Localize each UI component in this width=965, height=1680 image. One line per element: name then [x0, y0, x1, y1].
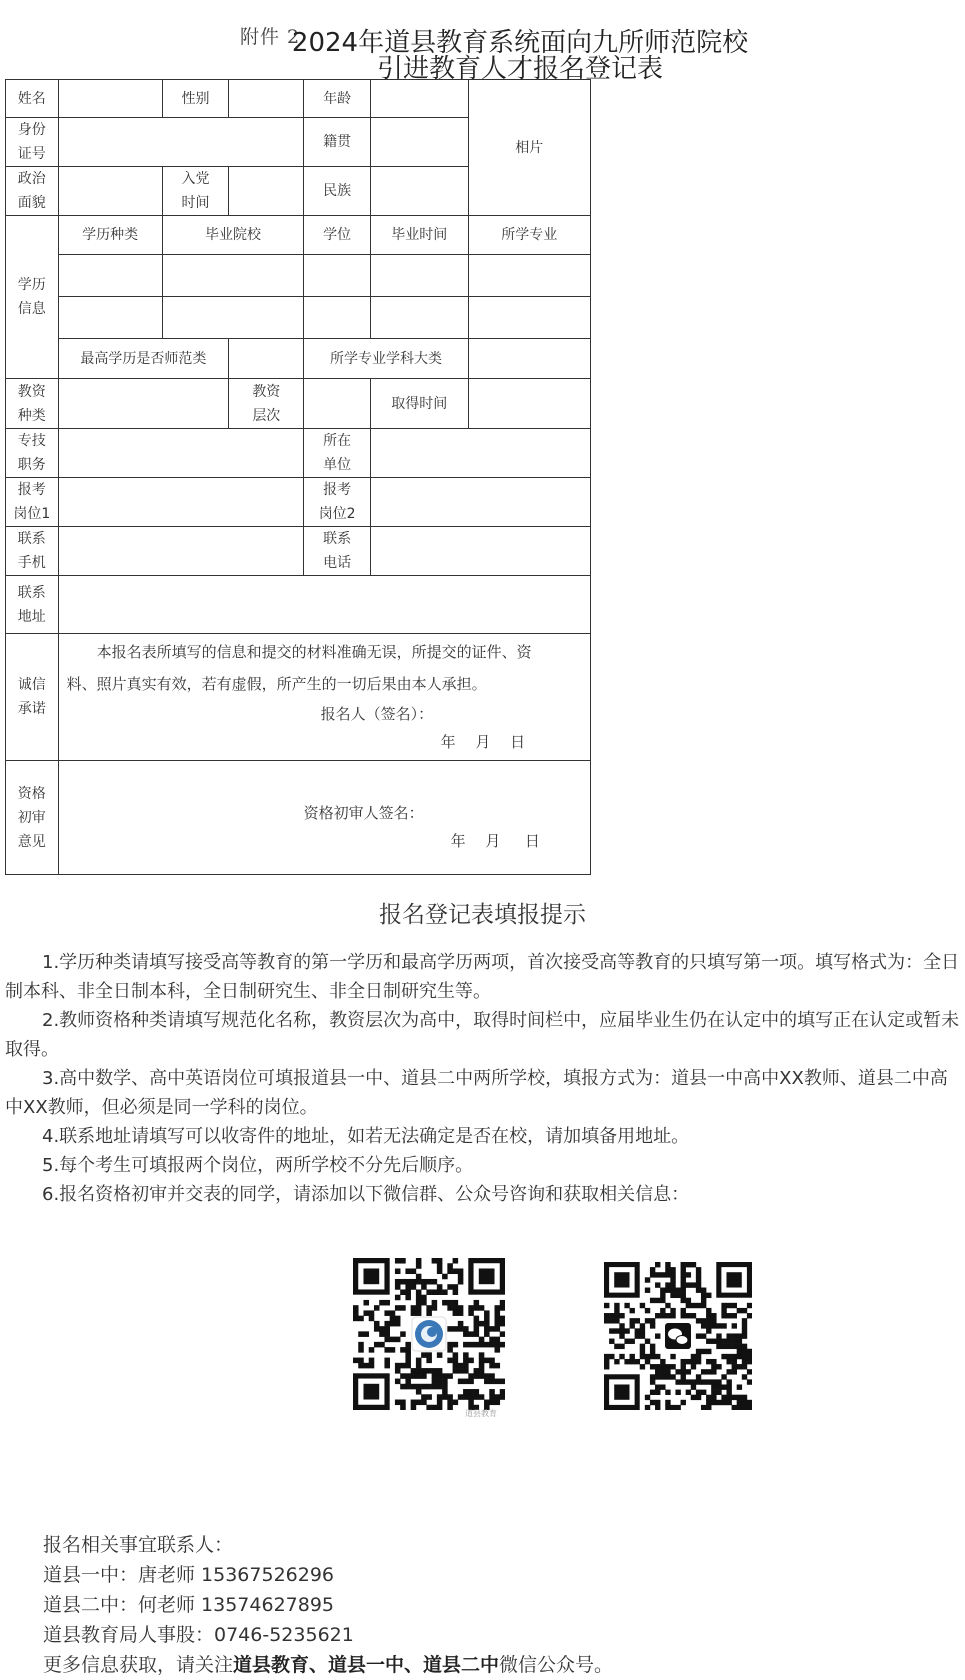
form-title-line1: 2024年道县教育系统面向九所师范院校: [291, 28, 749, 58]
label-post2-l1: 报考: [323, 482, 352, 498]
label-review: [6, 761, 59, 875]
label-review-l2: 初审: [17, 809, 46, 826]
tip-item: 6.报名资格初审并交表的同学，请添加以下微信群、公众号咨询和获取相关信息：: [42, 1184, 690, 1205]
label-cert-type-l2: 种类: [17, 407, 46, 424]
qr-caption: 道县教育: [465, 1409, 497, 1418]
tip-item: 3.高中数学、高中英语岗位可填报道县一中、道县二中两所学校，填报方式为：道县一中高中XX教师、道县二中高中XX教师，但必须是同一学科的岗位。: [5, 1068, 948, 1118]
label-gender: 性别: [162, 80, 229, 118]
label-major: 所学专业: [468, 216, 590, 255]
label-cert-level: [229, 379, 304, 429]
label-party-l2: 时间: [181, 195, 210, 211]
pledge-text-line2: 料、照片真实有效，若有虚假，所产生的一切后果由本人承担。: [66, 675, 487, 693]
contact-line: 道县教育局人事股：0746-5235621: [43, 1624, 354, 1646]
reviewer-date: 年 月 日: [450, 831, 540, 850]
label-pledge-l2: 承诺: [17, 701, 46, 717]
name-field[interactable]: [58, 80, 162, 118]
review-cell: [58, 761, 590, 875]
cert-level-field[interactable]: [304, 379, 371, 429]
label-id-l2: 证号: [17, 146, 46, 162]
label-ethnicity: 民族: [304, 167, 371, 216]
label-title-post-l1: 专技: [17, 433, 46, 449]
highest-normal-field[interactable]: [229, 339, 304, 379]
contact-heading: 报名相关事宜联系人：: [43, 1534, 234, 1556]
qr-code-icon: [604, 1262, 752, 1410]
label-phone: [304, 527, 371, 576]
label-cert-type: [6, 379, 59, 429]
label-review-l3: 意见: [17, 833, 46, 850]
gender-field[interactable]: [229, 80, 304, 118]
reviewer-signature[interactable]: 资格初审人签名：: [303, 803, 424, 822]
label-post1: [6, 478, 59, 527]
label-political-l2: 面貌: [17, 195, 46, 211]
tips-title: 报名登记表填报提示: [379, 902, 586, 928]
post2-field[interactable]: [370, 478, 590, 527]
ethnicity-field[interactable]: [370, 167, 468, 216]
label-review-l1: 资格: [17, 785, 46, 802]
mobile-field[interactable]: [58, 527, 304, 576]
label-title-post-l2: 职务: [17, 457, 46, 473]
attachment-label: 附件 2: [240, 26, 301, 48]
label-title-post: [6, 429, 59, 478]
title-post-field[interactable]: [58, 429, 304, 478]
label-mobile: [6, 527, 59, 576]
applicant-signature[interactable]: 报名人（签名）：: [320, 705, 434, 723]
id-number-field[interactable]: [58, 118, 304, 167]
wechat-group-qr[interactable]: [604, 1262, 752, 1414]
pledge-text: [59, 634, 590, 700]
tip-item: 4.联系地址请填写可以收寄件的地址，如若无法确定是否在校，请加填备用地址。: [42, 1126, 690, 1147]
label-cert-level-l1: 教资: [252, 383, 281, 400]
contact-line: 道县一中：唐老师 15367526296: [43, 1564, 335, 1586]
major-field-1[interactable]: [468, 255, 590, 297]
label-unit-l2: 单位: [323, 457, 352, 473]
label-party-l1: 入党: [181, 171, 210, 187]
label-political-status: [6, 167, 59, 216]
label-mobile-l1: 联系: [17, 531, 46, 547]
major-category-field[interactable]: [468, 339, 590, 379]
pledge-cell: [58, 634, 590, 761]
graduate-time-field-2[interactable]: [370, 297, 468, 339]
major-field-2[interactable]: [468, 297, 590, 339]
edu-type-field-1[interactable]: [58, 255, 162, 297]
label-political-l1: 政治: [17, 171, 46, 187]
tip-item: 5.每个考生可填报两个岗位，两所学校不分先后顺序。: [42, 1155, 474, 1176]
graduate-school-field-2[interactable]: [162, 297, 304, 339]
contact-line: 道县二中：何老师 13574627895: [43, 1594, 335, 1616]
obtain-time-field[interactable]: [468, 379, 590, 429]
label-address: [6, 576, 59, 634]
tip-item: 2.教师资格种类请填写规范化名称，教资层次为高中，取得时间栏中，应届毕业生仍在认定中的填写正在认定或暂未取得。: [5, 1010, 960, 1060]
label-pledge-l1: 诚信: [17, 677, 46, 693]
age-field[interactable]: [370, 80, 468, 118]
label-post1-l1: 报考: [17, 482, 46, 498]
label-unit: [304, 429, 371, 478]
label-post2: [304, 478, 371, 527]
registration-form: [5, 79, 591, 875]
political-status-field[interactable]: [58, 167, 162, 216]
post1-field[interactable]: [58, 478, 304, 527]
graduate-time-field-1[interactable]: [370, 255, 468, 297]
label-mobile-l2: 手机: [17, 555, 46, 571]
label-cert-type-l1: 教资: [17, 383, 46, 400]
label-degree: 学位: [304, 216, 371, 255]
phone-field[interactable]: [370, 527, 590, 576]
label-edu-l2: 信息: [17, 301, 46, 317]
tip-item: 1.学历种类请填写接受高等教育的第一学历和最高学历两项，首次接受高等教育的只填写第一项。填写格式为：全日制本科、非全日制本科，全日制研究生、非全日制研究生等。: [5, 952, 960, 1002]
cert-type-field[interactable]: [58, 379, 229, 429]
label-pledge: [6, 634, 59, 761]
label-photo: 相片: [515, 139, 544, 156]
contact-section: [43, 1530, 613, 1680]
label-edu-info: [6, 216, 59, 379]
label-post2-l2: 岗位2: [318, 506, 356, 522]
more-info-accounts: 道县教育、道县一中、道县二中: [233, 1654, 500, 1676]
form-title-line2: 引进教育人才报名登记表: [376, 54, 663, 84]
label-native-place: 籍贯: [304, 118, 371, 167]
photo-box[interactable]: [468, 80, 590, 216]
label-obtain-time: 取得时间: [370, 379, 468, 429]
address-field[interactable]: [58, 576, 590, 634]
label-major-category: 所学专业学科大类: [304, 339, 468, 379]
more-info-prefix: 更多信息获取，请关注: [43, 1654, 234, 1676]
pledge-text-line1: 本报名表所填写的信息和提交的材料准确无误，所提交的证件、资: [96, 643, 532, 661]
party-time-field[interactable]: [229, 167, 304, 216]
label-unit-l1: 所在: [323, 433, 352, 449]
label-phone-l1: 联系: [323, 531, 352, 547]
label-id-l1: 身份: [17, 122, 46, 138]
label-address-l1: 联系: [17, 584, 46, 601]
tips-list: [5, 948, 960, 1209]
label-cert-level-l2: 层次: [252, 407, 281, 424]
label-post1-l2: 岗位1: [13, 506, 51, 522]
edu-type-field-2[interactable]: [58, 297, 162, 339]
label-graduate-time: 毕业时间: [370, 216, 468, 255]
graduate-school-field-1[interactable]: [162, 255, 304, 297]
label-graduate-school: 毕业院校: [162, 216, 304, 255]
applicant-date: 年 月 日: [440, 733, 526, 751]
label-id-number: [6, 118, 59, 167]
form-title: [290, 30, 750, 82]
more-info: [43, 1650, 613, 1680]
native-place-field[interactable]: [370, 118, 468, 167]
label-edu-l1: 学历: [17, 277, 46, 293]
more-info-suffix: 微信公众号。: [499, 1654, 614, 1676]
label-name: 姓名: [6, 80, 59, 118]
label-edu-type: 学历种类: [58, 216, 162, 255]
label-age: 年龄: [304, 80, 371, 118]
label-phone-l2: 电话: [323, 555, 352, 571]
label-party-time: [162, 167, 229, 216]
label-highest-normal: 最高学历是否师范类: [58, 339, 229, 379]
label-address-l2: 地址: [17, 608, 46, 625]
unit-field[interactable]: [370, 429, 590, 478]
qr-code-icon: [353, 1258, 505, 1410]
degree-field-2[interactable]: [304, 297, 371, 339]
official-account-qr[interactable]: [353, 1258, 505, 1418]
degree-field-1[interactable]: [304, 255, 371, 297]
